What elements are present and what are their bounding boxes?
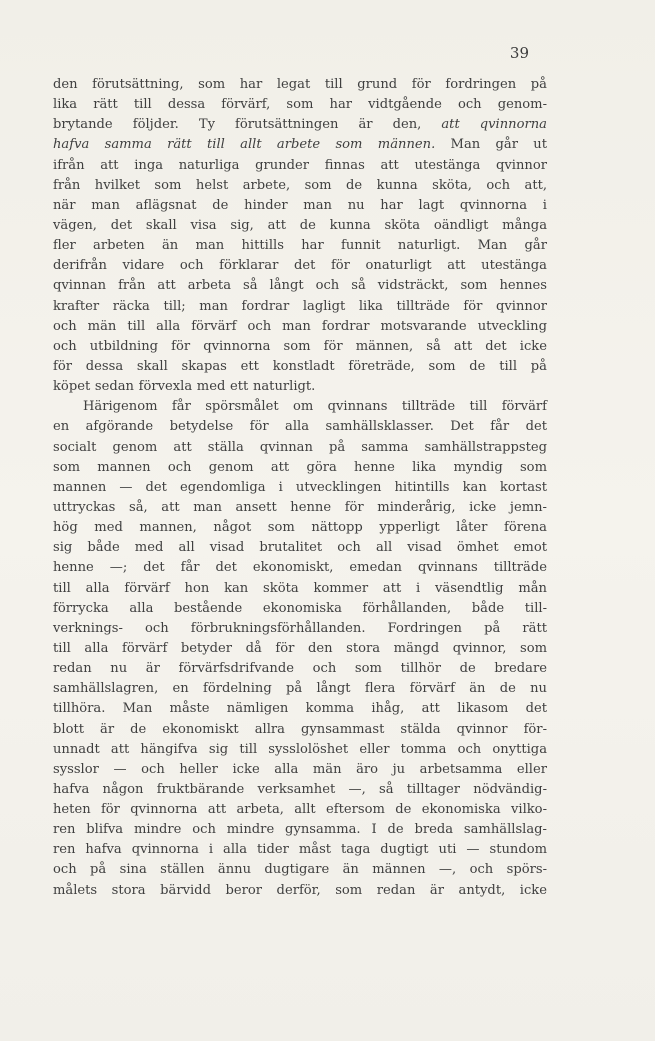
- text-segment: verknings- och förbrukningsförhållanden. Fordringen på rätt: [53, 620, 547, 636]
- text-segment: en afgörande betydelse för alla samhällsklasser. Det får det: [53, 419, 547, 435]
- text-line: [53, 840, 547, 860]
- text-line: [53, 95, 547, 115]
- text-segment: qvinnan från att arbeta så långt och så vidsträckt, som hennes: [53, 278, 547, 294]
- text-line: [53, 156, 547, 176]
- text-line: [53, 397, 547, 417]
- text-segment: krafter räcka till; man fordrar lagligt lika tillträde för qvinnor: [53, 298, 547, 314]
- text-line: [53, 478, 547, 498]
- text-line: [53, 317, 547, 337]
- text-line: [53, 659, 547, 679]
- text-segment: vägen, det skall visa sig, att de kunna sköta oändligt många: [53, 217, 547, 233]
- text-segment: Härigenom får spörsmålet om qvinnans tillträde till förvärf: [83, 399, 547, 415]
- text-line: [53, 276, 547, 296]
- italic-text: hafva samma rätt till allt arbete som männen.: [53, 137, 436, 153]
- text-segment: redan nu är förvärfsdrifvande och som tillhör de bredare: [53, 661, 547, 677]
- text-line: [53, 881, 547, 901]
- text-line: [53, 558, 547, 578]
- text-line: [53, 176, 547, 196]
- text-segment: derifrån vidare och förklarar det för onaturligt att utestänga: [53, 258, 547, 274]
- text-line: [53, 438, 547, 458]
- text-segment: henne —; det får det ekonomiskt, emedan qvinnans tillträde: [53, 560, 547, 576]
- text-segment: brytande följder. Ty förutsättningen är den,: [53, 117, 442, 133]
- body-text: [53, 75, 547, 901]
- text-segment: heten för qvinnorna att arbeta, allt eftersom de ekonomiska vilko-: [53, 802, 547, 818]
- text-segment: till alla förvärf betyder då för den stora mängd qvinnor, som: [53, 640, 547, 656]
- text-segment: mannen — det egendomliga i utvecklingen hitintills kan kortast: [53, 479, 547, 495]
- text-line: [53, 498, 547, 518]
- text-segment: sysslor — och heller icke alla män äro ju arbetsamma eller: [53, 761, 547, 777]
- italic-text: att qvinnorna: [441, 117, 547, 133]
- text-line: [53, 236, 547, 256]
- text-segment: förrycka alla bestående ekonomiska förhållanden, både till-: [53, 600, 547, 616]
- text-segment: Man går ut: [435, 137, 547, 153]
- text-line: [53, 256, 547, 276]
- text-segment: hög med mannen, något som nättopp ypperligt låter förena: [53, 520, 547, 536]
- text-segment: samhällslagren, en fördelning på långt flera förvärf än de nu: [53, 681, 547, 697]
- text-line: [53, 538, 547, 558]
- text-line: [53, 458, 547, 478]
- text-line: [53, 720, 547, 740]
- text-segment: uttryckas så, att man ansett henne för minderårig, icke jemn-: [53, 499, 547, 515]
- text-line: [53, 860, 547, 880]
- text-segment: lika rätt till dessa förvärf, som har vidtgående och genom-: [53, 97, 547, 113]
- page-number: 39: [509, 44, 529, 62]
- text-line: [53, 740, 547, 760]
- text-line: [53, 599, 547, 619]
- text-line: [53, 780, 547, 800]
- text-line: [53, 800, 547, 820]
- text-line: [53, 297, 547, 317]
- text-line: [53, 579, 547, 599]
- text-segment: blott är de ekonomiskt allra gynsammast stälda qvinnor för-: [53, 721, 547, 737]
- text-line: [53, 357, 547, 377]
- text-line: [53, 135, 547, 155]
- text-segment: ren blifva mindre och mindre gynsamma. I de breda samhällslag-: [53, 822, 547, 838]
- text-line: [53, 518, 547, 538]
- text-segment: målets stora bärvidd beror derför, som redan är antydt, icke: [53, 882, 547, 898]
- text-segment: från hvilket som helst arbete, som de kunna sköta, och att,: [53, 177, 547, 193]
- text-line: [53, 216, 547, 236]
- text-segment: hafva någon fruktbärande verksamhet —, så tilltager nödvändig-: [53, 781, 547, 797]
- text-segment: ifrån att inga naturliga grunder finnas att utestänga qvinnor: [53, 157, 547, 173]
- text-line: [53, 115, 547, 135]
- text-segment: ren hafva qvinnorna i alla tider måst taga dugtigt uti — stundom: [53, 842, 547, 858]
- text-line: [53, 417, 547, 437]
- text-line: [53, 196, 547, 216]
- text-segment: tillhöra. Man måste nämligen komma ihåg, att likasom det: [53, 701, 547, 717]
- text-segment: sig både med all visad brutalitet och all visad ömhet emot: [53, 540, 547, 556]
- text-segment: som mannen och genom att göra henne lika myndig som: [53, 459, 547, 475]
- text-line: [53, 377, 547, 397]
- text-line: [53, 619, 547, 639]
- text-segment: för dessa skall skapas ett konstladt företräde, som de till på: [53, 358, 547, 374]
- text-segment: socialt genom att ställa qvinnan på samma samhällstrappsteg: [53, 439, 547, 455]
- text-segment: den förutsättning, som har legat till grund för fordringen på: [53, 77, 547, 92]
- text-segment: unnadt att hängifva sig till sysslolöshet eller tomma och onyttiga: [53, 741, 547, 757]
- text-segment: och utbildning för qvinnorna som för männen, så att det icke: [53, 338, 547, 354]
- text-segment: till alla förvärf hon kan sköta kommer att i väsendtlig mån: [53, 580, 547, 596]
- text-line: [53, 760, 547, 780]
- text-line: [53, 699, 547, 719]
- text-line: [53, 337, 547, 357]
- text-segment: fler arbeten än man hittills har funnit naturligt. Man går: [53, 238, 547, 254]
- text-segment: och på sina ställen ännu dugtigare än männen —, och spörs-: [53, 862, 547, 878]
- text-line: [53, 679, 547, 699]
- text-segment: och män till alla förvärf och man fordrar motsvarande utveckling: [53, 318, 547, 334]
- text-segment: när man aflägsnat de hinder man nu har lagt qvinnorna i: [53, 197, 547, 213]
- text-line: [53, 820, 547, 840]
- text-segment: köpet sedan förvexla med ett naturligt.: [53, 379, 316, 395]
- text-line: [53, 75, 547, 95]
- text-line: [53, 639, 547, 659]
